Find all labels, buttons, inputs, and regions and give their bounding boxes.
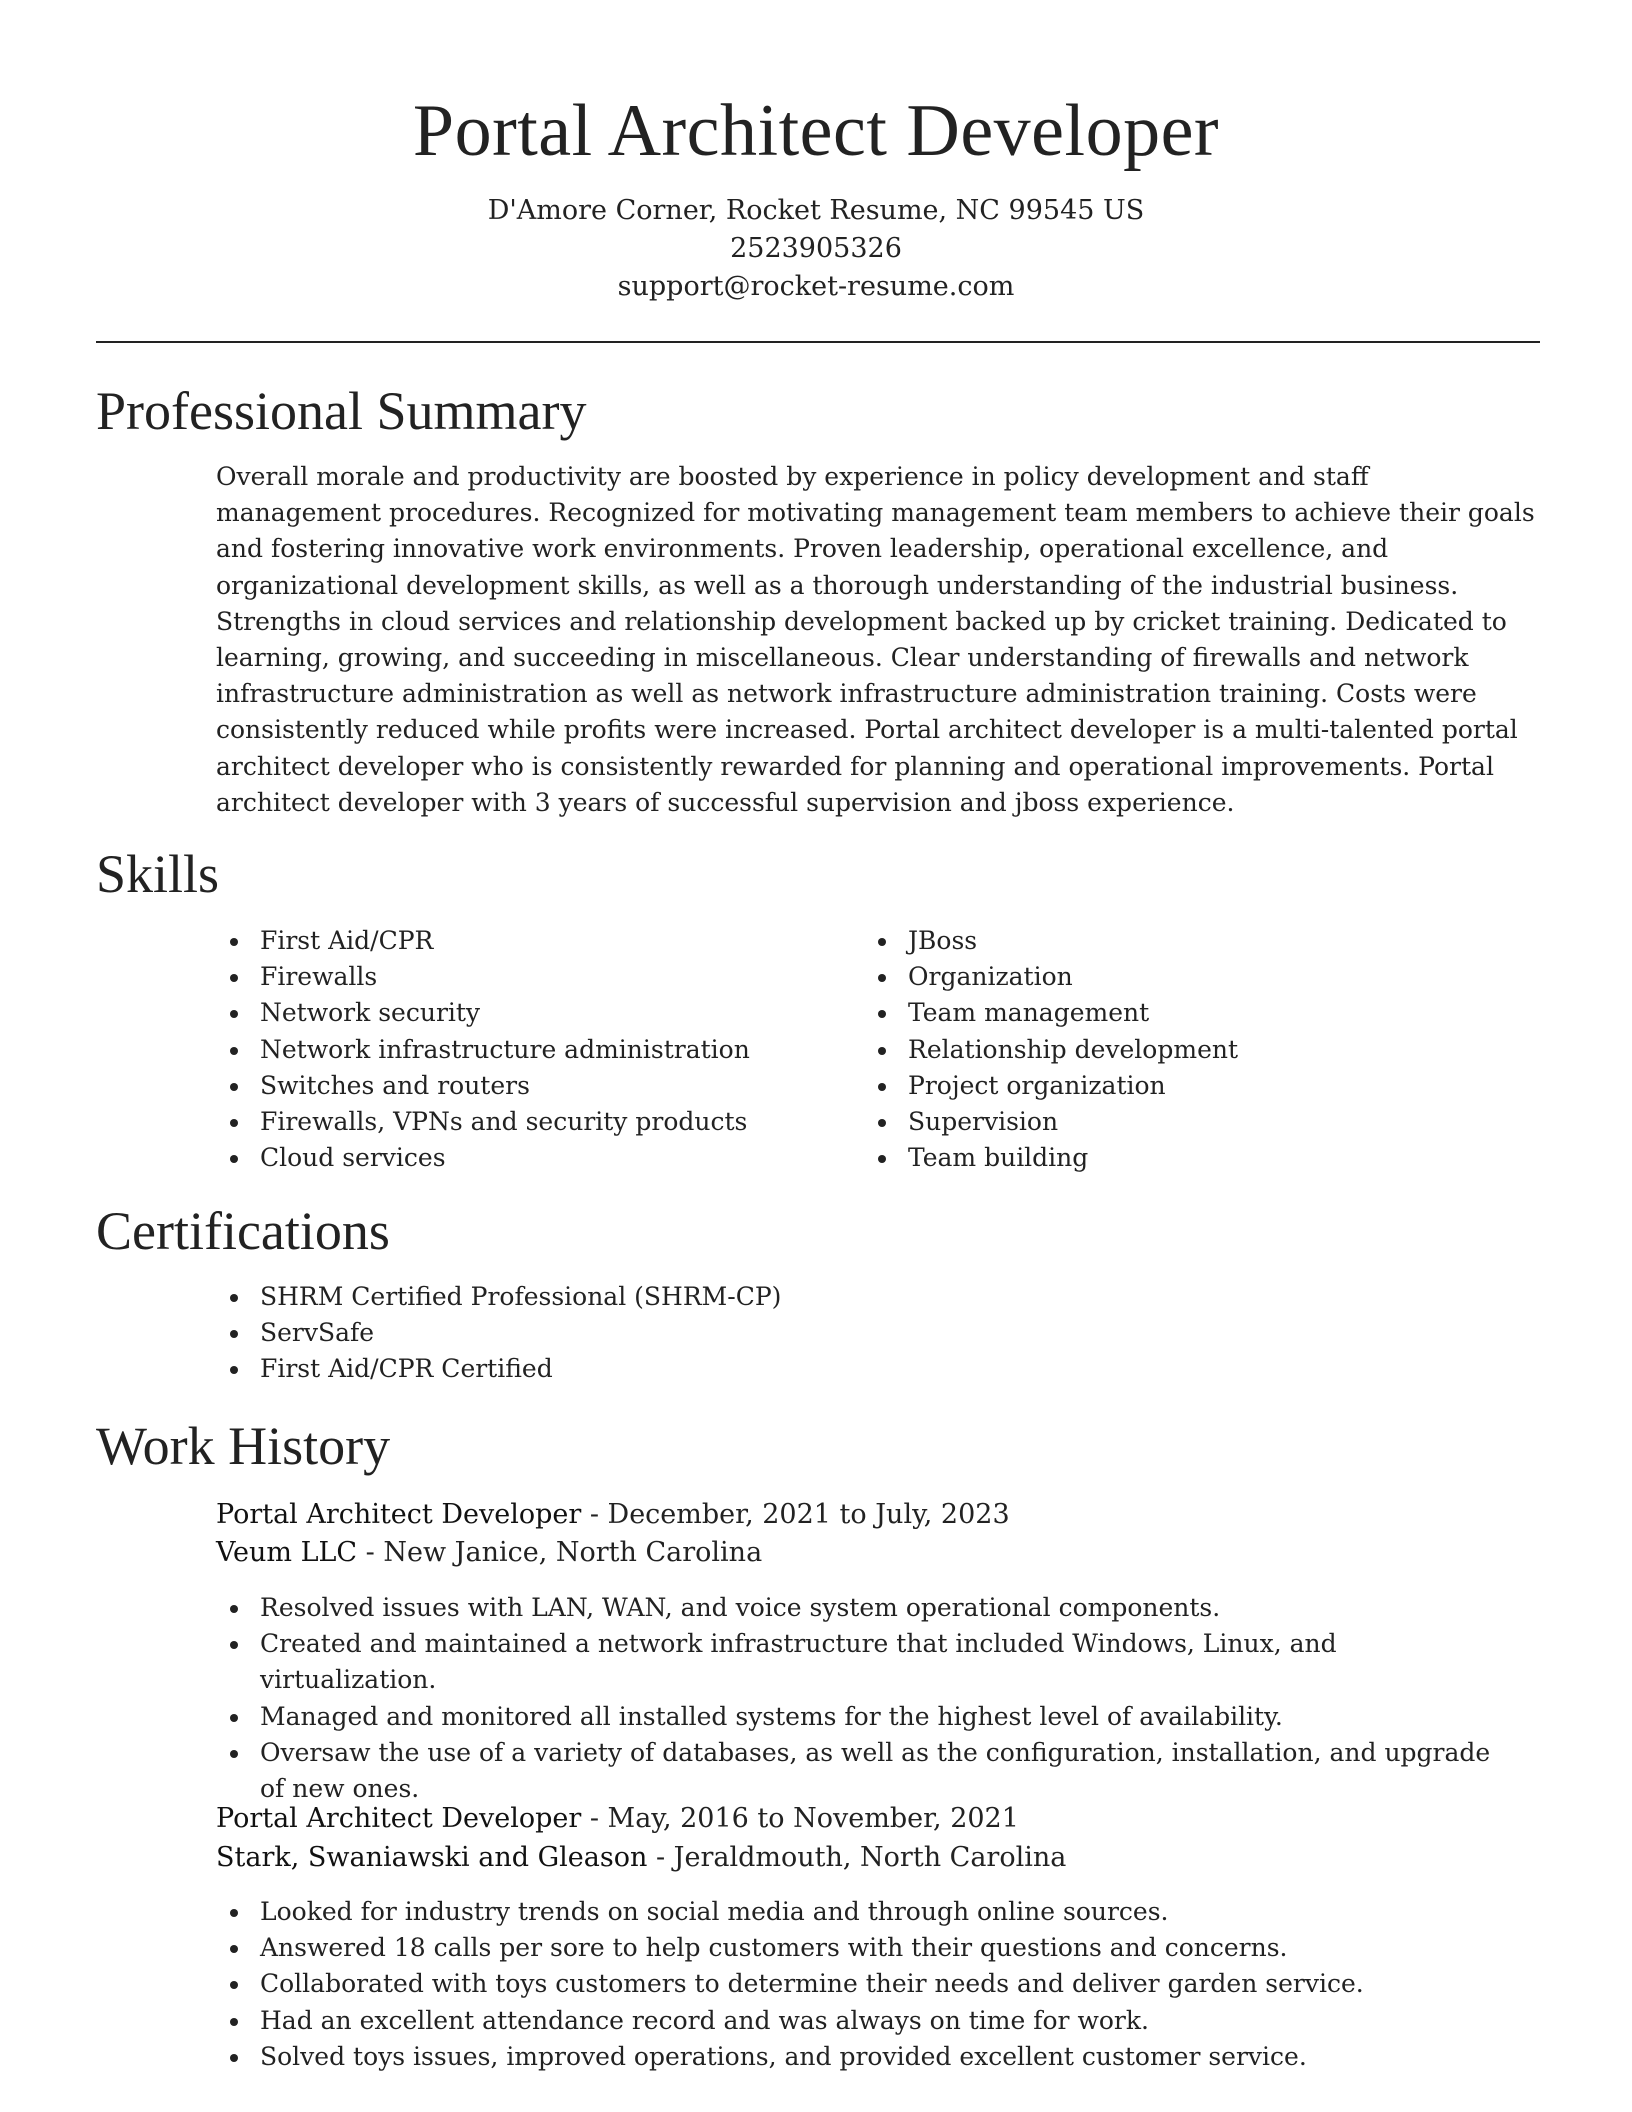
- job-location: - New Janice, North Carolina: [357, 1537, 763, 1568]
- job-title: Portal Architect Developer: [216, 1499, 582, 1530]
- list-item: First Aid/CPR Certified: [216, 1351, 1536, 1387]
- list-item: Oversaw the use of a variety of databases, as well as the configuration, installation, and upgrade of new ones.: [216, 1735, 1516, 1807]
- list-item: JBoss: [864, 923, 1504, 959]
- section-heading-summary: Professional Summary: [96, 381, 587, 441]
- list-item: Network security: [216, 995, 856, 1031]
- list-item: Network infrastructure administration: [216, 1032, 856, 1068]
- job-title: Portal Architect Developer: [216, 1803, 582, 1834]
- skills-list-left: [216, 923, 856, 1176]
- job-company: Stark, Swaniawski and Gleason: [216, 1842, 648, 1873]
- job-title-line: [216, 1800, 1019, 1838]
- list-item: ServSafe: [216, 1315, 1536, 1351]
- job-bullets: [216, 1590, 1516, 1807]
- list-item: Organization: [864, 959, 1504, 995]
- list-item: Looked for industry trends on social media and through online sources.: [216, 1894, 1516, 1930]
- resume-title: Portal Architect Developer: [412, 90, 1220, 172]
- section-heading-work-history: Work History: [96, 1416, 391, 1476]
- job-dates: - May, 2016 to November, 2021: [581, 1803, 1019, 1834]
- list-item: Relationship development: [864, 1032, 1504, 1068]
- contact-email: support@rocket-resume.com: [617, 271, 1015, 302]
- list-item: Firewalls: [216, 959, 856, 995]
- list-item: Switches and routers: [216, 1068, 856, 1104]
- list-item: Resolved issues with LAN, WAN, and voice system operational components.: [216, 1590, 1516, 1626]
- list-item: First Aid/CPR: [216, 923, 856, 959]
- contact-info: [0, 192, 1632, 306]
- skills-list-right: [864, 923, 1504, 1176]
- header-divider: [96, 341, 1540, 343]
- job-company-line: [216, 1839, 1066, 1877]
- list-item: Firewalls, VPNs and security products: [216, 1104, 856, 1140]
- list-item: SHRM Certified Professional (SHRM-CP): [216, 1279, 1536, 1315]
- summary-text: Overall morale and productivity are boosted by experience in policy development and staff management procedures. Recognized for motivating management team members to achieve their goals and fostering innovative work environments. Proven leadership, operational excellence, and organizational development skills, as well as a thorough understanding of the industrial business. Strengths in cloud services and relationship development backed up by cricket training. Dedicated to learning, growing, and succeeding in miscellaneous. Clear understanding of firewalls and network infrastructure administration as well as network infrastructure administration training. Costs were consistently reduced while profits were increased. Portal architect developer is a multi-talented portal architect developer who is consistently rewarded for planning and operational improvements. Portal architect developer with 3 years of successful supervision and jboss experience.: [216, 462, 1535, 817]
- job-bullets: [216, 1894, 1516, 2075]
- section-heading-skills: Skills: [96, 844, 220, 904]
- list-item: Cloud services: [216, 1140, 856, 1176]
- resume-header: [0, 0, 1632, 306]
- job-title-line: [216, 1496, 1010, 1534]
- job-company: Veum LLC: [216, 1537, 358, 1568]
- list-item: Supervision: [864, 1104, 1504, 1140]
- list-item: Solved toys issues, improved operations, and provided excellent customer service.: [216, 2039, 1516, 2075]
- contact-address: D'Amore Corner, Rocket Resume, NC 99545 US: [487, 195, 1145, 226]
- list-item: Had an excellent attendance record and was always on time for work.: [216, 2003, 1516, 2039]
- list-item: Created and maintained a network infrastructure that included Windows, Linux, and virtualization.: [216, 1626, 1516, 1698]
- list-item: Collaborated with toys customers to determine their needs and deliver garden service.: [216, 1966, 1516, 2002]
- list-item: Team management: [864, 995, 1504, 1031]
- certifications-list: [216, 1279, 1536, 1388]
- section-heading-certifications: Certifications: [96, 1201, 390, 1261]
- list-item: Project organization: [864, 1068, 1504, 1104]
- list-item: Managed and monitored all installed systems for the highest level of availability.: [216, 1699, 1516, 1735]
- job-dates: - December, 2021 to July, 2023: [581, 1499, 1010, 1530]
- list-item: Team building: [864, 1140, 1504, 1176]
- list-item: Answered 18 calls per sore to help customers with their questions and concerns.: [216, 1930, 1516, 1966]
- job-location: - Jeraldmouth, North Carolina: [647, 1842, 1067, 1873]
- contact-phone: 2523905326: [730, 233, 902, 264]
- job-company-line: [216, 1534, 762, 1572]
